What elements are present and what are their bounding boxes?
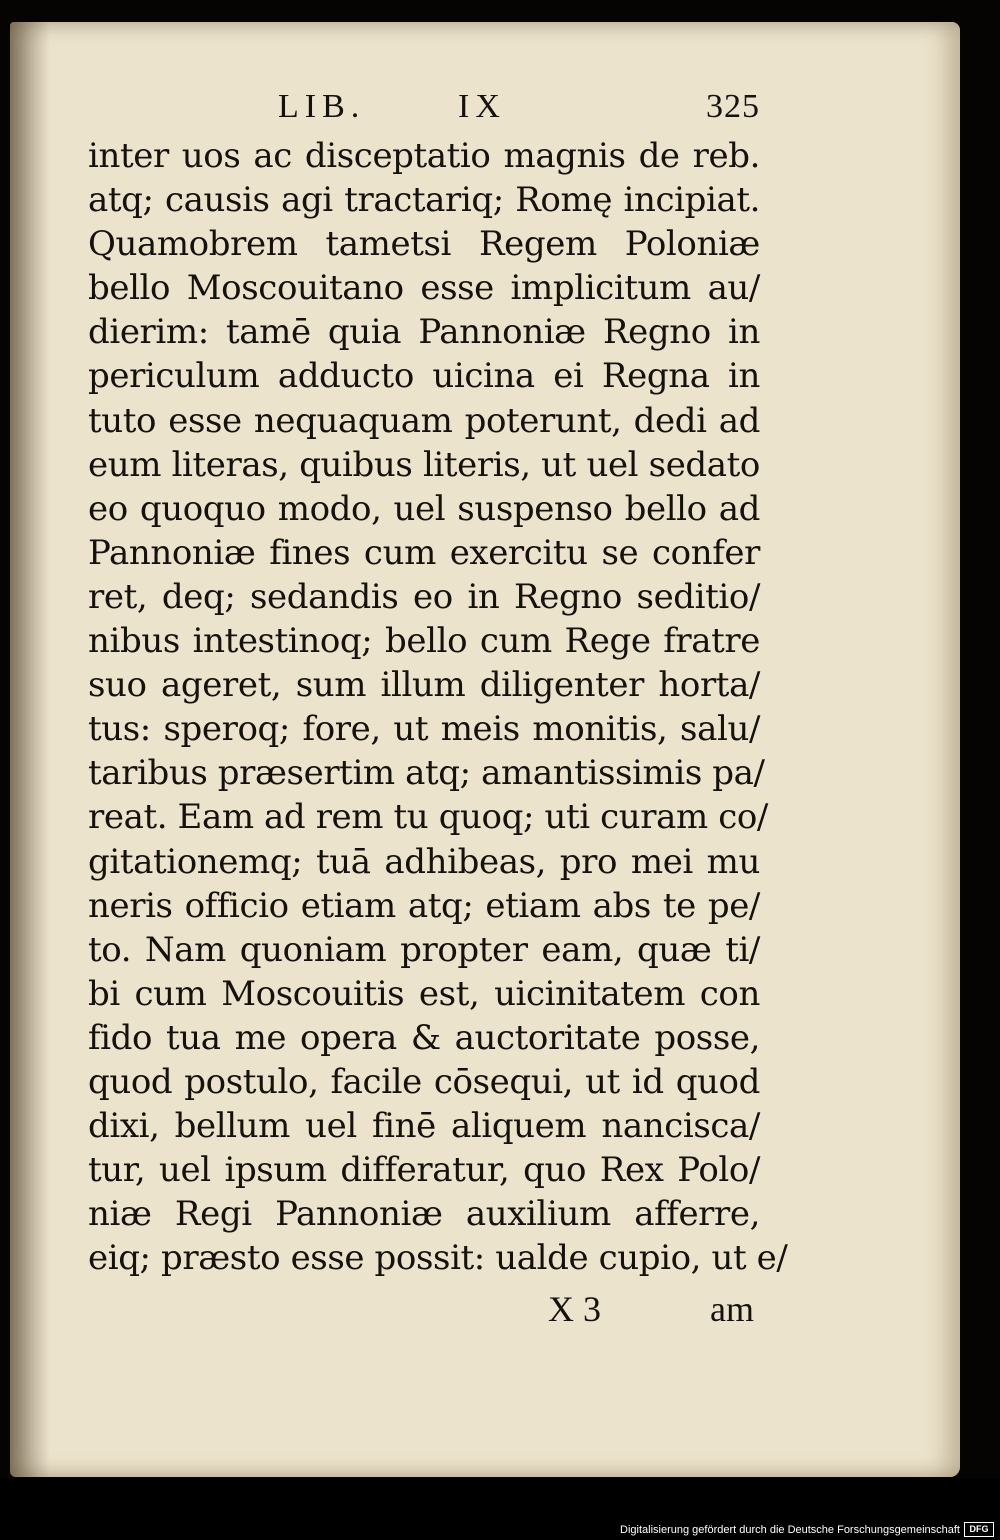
text-line: eiq; præsto esse possit: ualde cupio, ut e/ [88, 1238, 788, 1279]
text-line: dixi, bellum uel finē aliquem nancisca/ [88, 1106, 760, 1147]
text-line: niæ Regi Pannoniæ auxilium afferre, [88, 1194, 760, 1235]
text-line: tur, uel ipsum differatur, quo Rex Polo/ [88, 1150, 760, 1191]
catch-line [88, 1286, 760, 1334]
text-line: bi cum Moscouitis est, uicinitatem con [88, 973, 760, 1014]
text-line: taribus præsertim atq; amantissimis pa/ [88, 753, 765, 794]
text-line: quod postulo, facile cōsequi, ut id quod [88, 1061, 760, 1102]
text-line: neris officio etiam atq; etiam abs te pe/ [88, 885, 760, 926]
text-block [88, 82, 788, 1334]
funding-credit: Digitalisierung gefördert durch die Deutsche Forschungsgemeinschaft [620, 1524, 960, 1536]
text-line: periculum adducto uicina ei Regna in [88, 356, 760, 397]
text-line: dierim: tamē quia Pannoniæ Regno in [88, 312, 760, 353]
text-line: atq; causis agi tractariq; Romę incipiat. [88, 180, 760, 221]
text-line: eum literas, quibus literis, ut uel sedato [88, 444, 760, 485]
footer-bar [0, 1478, 1000, 1540]
text-line: gitationemq; tuā adhibeas, pro mei mu [88, 841, 760, 882]
running-header [88, 82, 760, 134]
text-line: tus: speroq; fore, ut meis monitis, salu/ [88, 709, 760, 750]
header-book: LIB. [278, 88, 366, 125]
body-text [88, 134, 788, 1280]
text-line: bello Moscouitano esse implicitum au/ [88, 268, 760, 309]
spine-shadow [10, 22, 50, 1477]
catchword: am [710, 1289, 754, 1330]
text-line: eo quoquo modo, uel suspenso bello ad [88, 488, 760, 529]
text-line: Quamobrem tametsi Regem Poloniæ [88, 224, 760, 265]
signature-mark: X 3 [548, 1289, 601, 1330]
text-line: ret, deq; sedandis eo in Regno seditio/ [88, 576, 760, 617]
text-line: Pannoniæ fines cum exercitu se confer [88, 532, 760, 573]
header-page-number: 325 [706, 88, 760, 125]
text-line: inter uos ac disceptatio magnis de reb. [88, 136, 760, 176]
book-page [10, 22, 960, 1477]
text-line: suo ageret, sum illum diligenter horta/ [88, 665, 760, 706]
header-book-number: IX [458, 88, 506, 125]
text-line: nibus intestinoq; bello cum Rege fratre [88, 621, 760, 662]
dfg-logo: DFG [964, 1522, 994, 1537]
text-line: to. Nam quoniam propter eam, quæ ti/ [88, 929, 760, 970]
text-line: fido tua me opera & auctoritate posse, [88, 1017, 760, 1058]
text-line: reat. Eam ad rem tu quoq; uti curam co/ [88, 797, 768, 838]
text-line: tuto esse nequaquam poterunt, dedi ad [88, 400, 760, 441]
